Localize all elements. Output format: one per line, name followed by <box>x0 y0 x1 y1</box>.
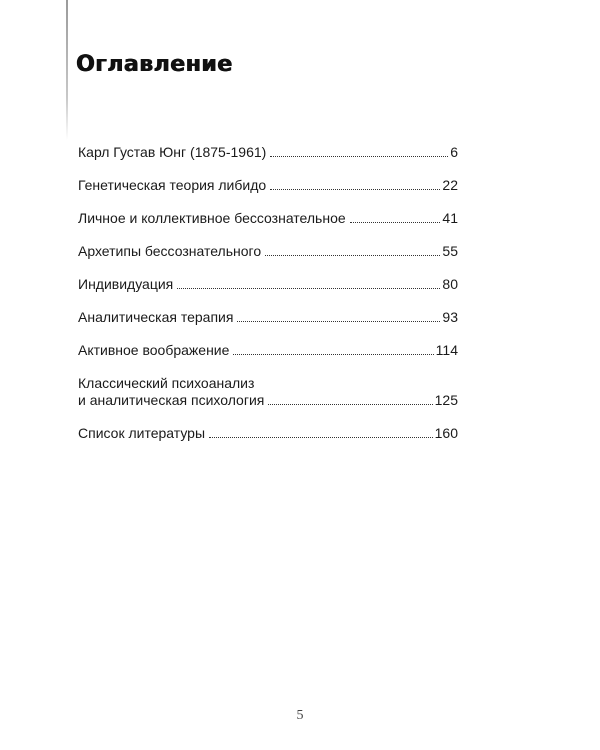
toc-entry-page: 6 <box>450 144 458 160</box>
toc-entry-page: 160 <box>434 425 458 441</box>
toc-leader-dots <box>268 404 432 405</box>
table-of-contents <box>78 144 458 458</box>
toc-entry-page: 22 <box>442 177 458 193</box>
toc-entry-title: Классический психоанализ и аналитическая психология <box>78 375 265 408</box>
toc-entry-page: 125 <box>434 392 458 408</box>
toc-entry-page: 55 <box>442 243 458 259</box>
toc-entry-title: Генетическая теория либидо <box>78 177 267 193</box>
toc-entry[interactable] <box>78 177 458 194</box>
toc-leader-dots <box>350 222 441 223</box>
toc-entry[interactable] <box>78 144 458 161</box>
toc-entry-page: 41 <box>442 210 458 226</box>
toc-leader-dots <box>233 354 433 355</box>
toc-entry-title: Активное воображение <box>78 342 230 358</box>
toc-entry-title: Архетипы бессознательного <box>78 243 262 259</box>
toc-entry[interactable] <box>78 243 458 260</box>
toc-entry[interactable] <box>78 375 458 409</box>
toc-entry-title: Индивидуация <box>78 276 174 292</box>
toc-leader-dots <box>270 156 448 157</box>
toc-entry-page: 93 <box>442 309 458 325</box>
page-number: 5 <box>296 708 304 723</box>
toc-entry[interactable] <box>78 425 458 442</box>
toc-entry[interactable] <box>78 309 458 326</box>
toc-entry-title: Карл Густав Юнг (1875-1961) <box>78 144 267 160</box>
toc-leader-dots <box>270 189 440 190</box>
toc-leader-dots <box>237 321 440 322</box>
toc-entry-title: Личное и коллективное бессознательное <box>78 210 346 226</box>
toc-entry-title: Список литературы <box>78 425 206 441</box>
toc-leader-dots <box>209 437 433 438</box>
toc-entry-page: 114 <box>435 342 458 358</box>
toc-leader-dots <box>177 288 440 289</box>
page-title: Оглавление <box>76 52 233 77</box>
toc-entry-title: Аналитическая терапия <box>78 309 234 325</box>
toc-entry[interactable] <box>78 276 458 293</box>
toc-entry[interactable] <box>78 342 458 359</box>
toc-leader-dots <box>265 255 440 256</box>
toc-entry-page: 80 <box>442 276 458 292</box>
page-binding-edge <box>66 0 68 140</box>
toc-entry[interactable] <box>78 210 458 227</box>
